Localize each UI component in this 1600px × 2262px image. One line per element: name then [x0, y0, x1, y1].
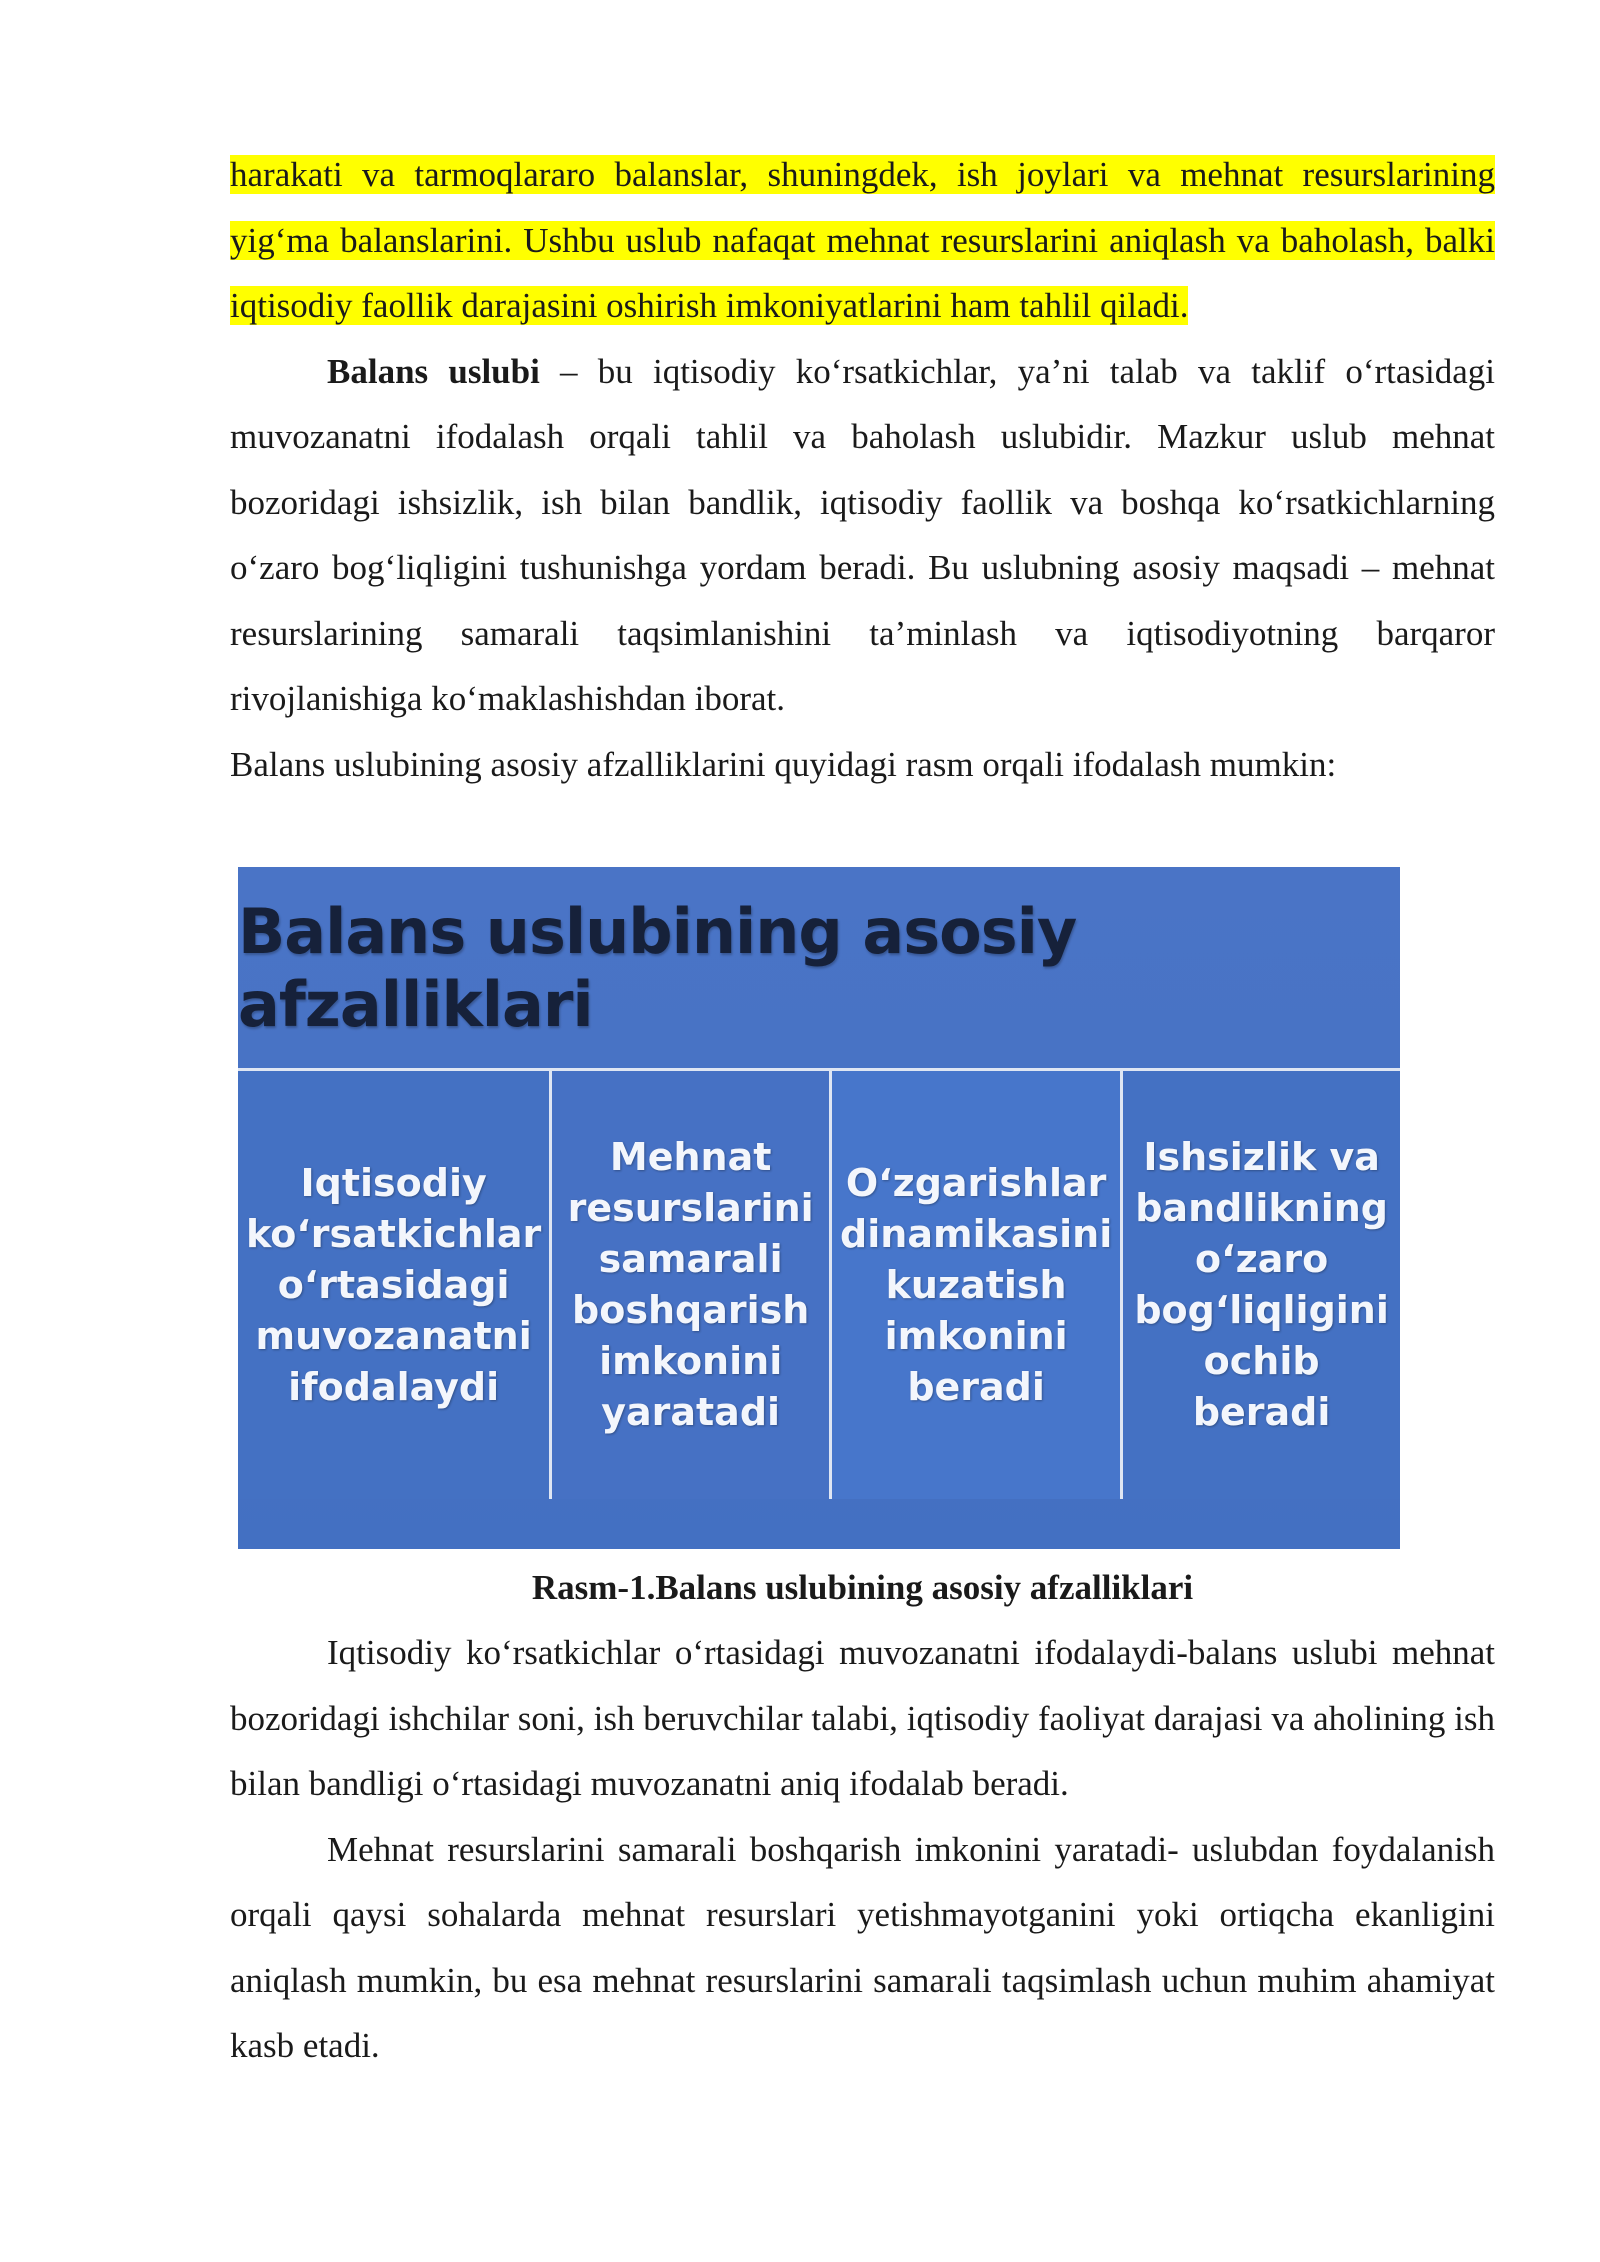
figure-diagram: [238, 867, 1400, 1549]
figure-columns: [238, 1071, 1400, 1499]
paragraph-balans-uslubi: [230, 339, 1495, 732]
figure-column-2: Mehnat resurslarini samarali boshqarish imkonini yaratadi: [552, 1071, 832, 1499]
paragraph-intro-figure: Balans uslubining asosiy afzalliklarini quyidagi rasm orqali ifodalash mumkin:: [230, 744, 1337, 784]
figure-column-3: O‘zgarishlar dinamikasini kuzatish imkonini beradi: [832, 1071, 1123, 1499]
document-page: [230, 142, 1495, 2079]
term-balans-uslubi: Balans uslubi: [327, 351, 540, 391]
paragraph-mehnat: Mehnat resurslarini samarali boshqarish imkonini yaratadi- uslubdan foydalanish orqali qaysi sohalarda mehnat resurslari yetishmayotganini yoki ortiqcha ekanligini aniqlash mumkin, bu esa mehnat resurslarini samarali taqsimlash uchun muhim ahamiyat kasb etadi.: [230, 1829, 1495, 2065]
paragraph-iqtisodiy: Iqtisodiy ko‘rsatkichlar o‘rtasidagi muvozanatni ifodalaydi-balans uslubi mehnat bozoridagi ishchilar soni, ish beruvchilar talabi, iqtisodiy faoliyat darajasi va aholining ish bilan bandligi o‘rtasidagi muvozanatni aniq ifodalab beradi.: [230, 1633, 1495, 1803]
figure-column-1: Iqtisodiy ko‘rsatkichlar o‘rtasidagi muvozanatni ifodalaydi: [238, 1071, 552, 1499]
highlighted-text: harakati va tarmoqlararo balanslar, shuningdek, ish joylari va mehnat resurslarining yig‘ma balanslarini. Ushbu uslub nafaqat mehnat resurslarini aniqlash va baholash, balki iqtisodiy faollik darajasini oshirish imkoniyatlarini ham tahlil qiladi.: [230, 155, 1495, 325]
figure-title: Balans uslubining asosiy afzalliklari: [238, 867, 1400, 1071]
figure-column-4: Ishsizlik va bandlikning o‘zaro bog‘liqligini ochib beradi: [1123, 1071, 1400, 1499]
figure-caption: Rasm-1.Balans uslubining asosiy afzalliklari: [531, 1568, 1194, 1607]
paragraph-highlighted: [230, 142, 1495, 339]
paragraph-balans-uslubi-text: – bu iqtisodiy ko‘rsatkichlar, ya’ni talab va taklif o‘rtasidagi muvozanatni ifodalash orqali tahlil va baholash uslubidir. Mazkur uslub mehnat bozoridagi ishsizlik, ish bilan bandlik, iqtisodiy faollik va boshqa ko‘rsatkichlarning o‘zaro bog‘liqligini tushunishga yordam beradi. Bu uslubning asosiy maqsadi – mehnat resurslarining samarali taqsimlanishini ta’minlash va iqtisodiyotning barqaror rivojlanishiga ko‘maklashishdan iborat.: [230, 351, 1496, 718]
